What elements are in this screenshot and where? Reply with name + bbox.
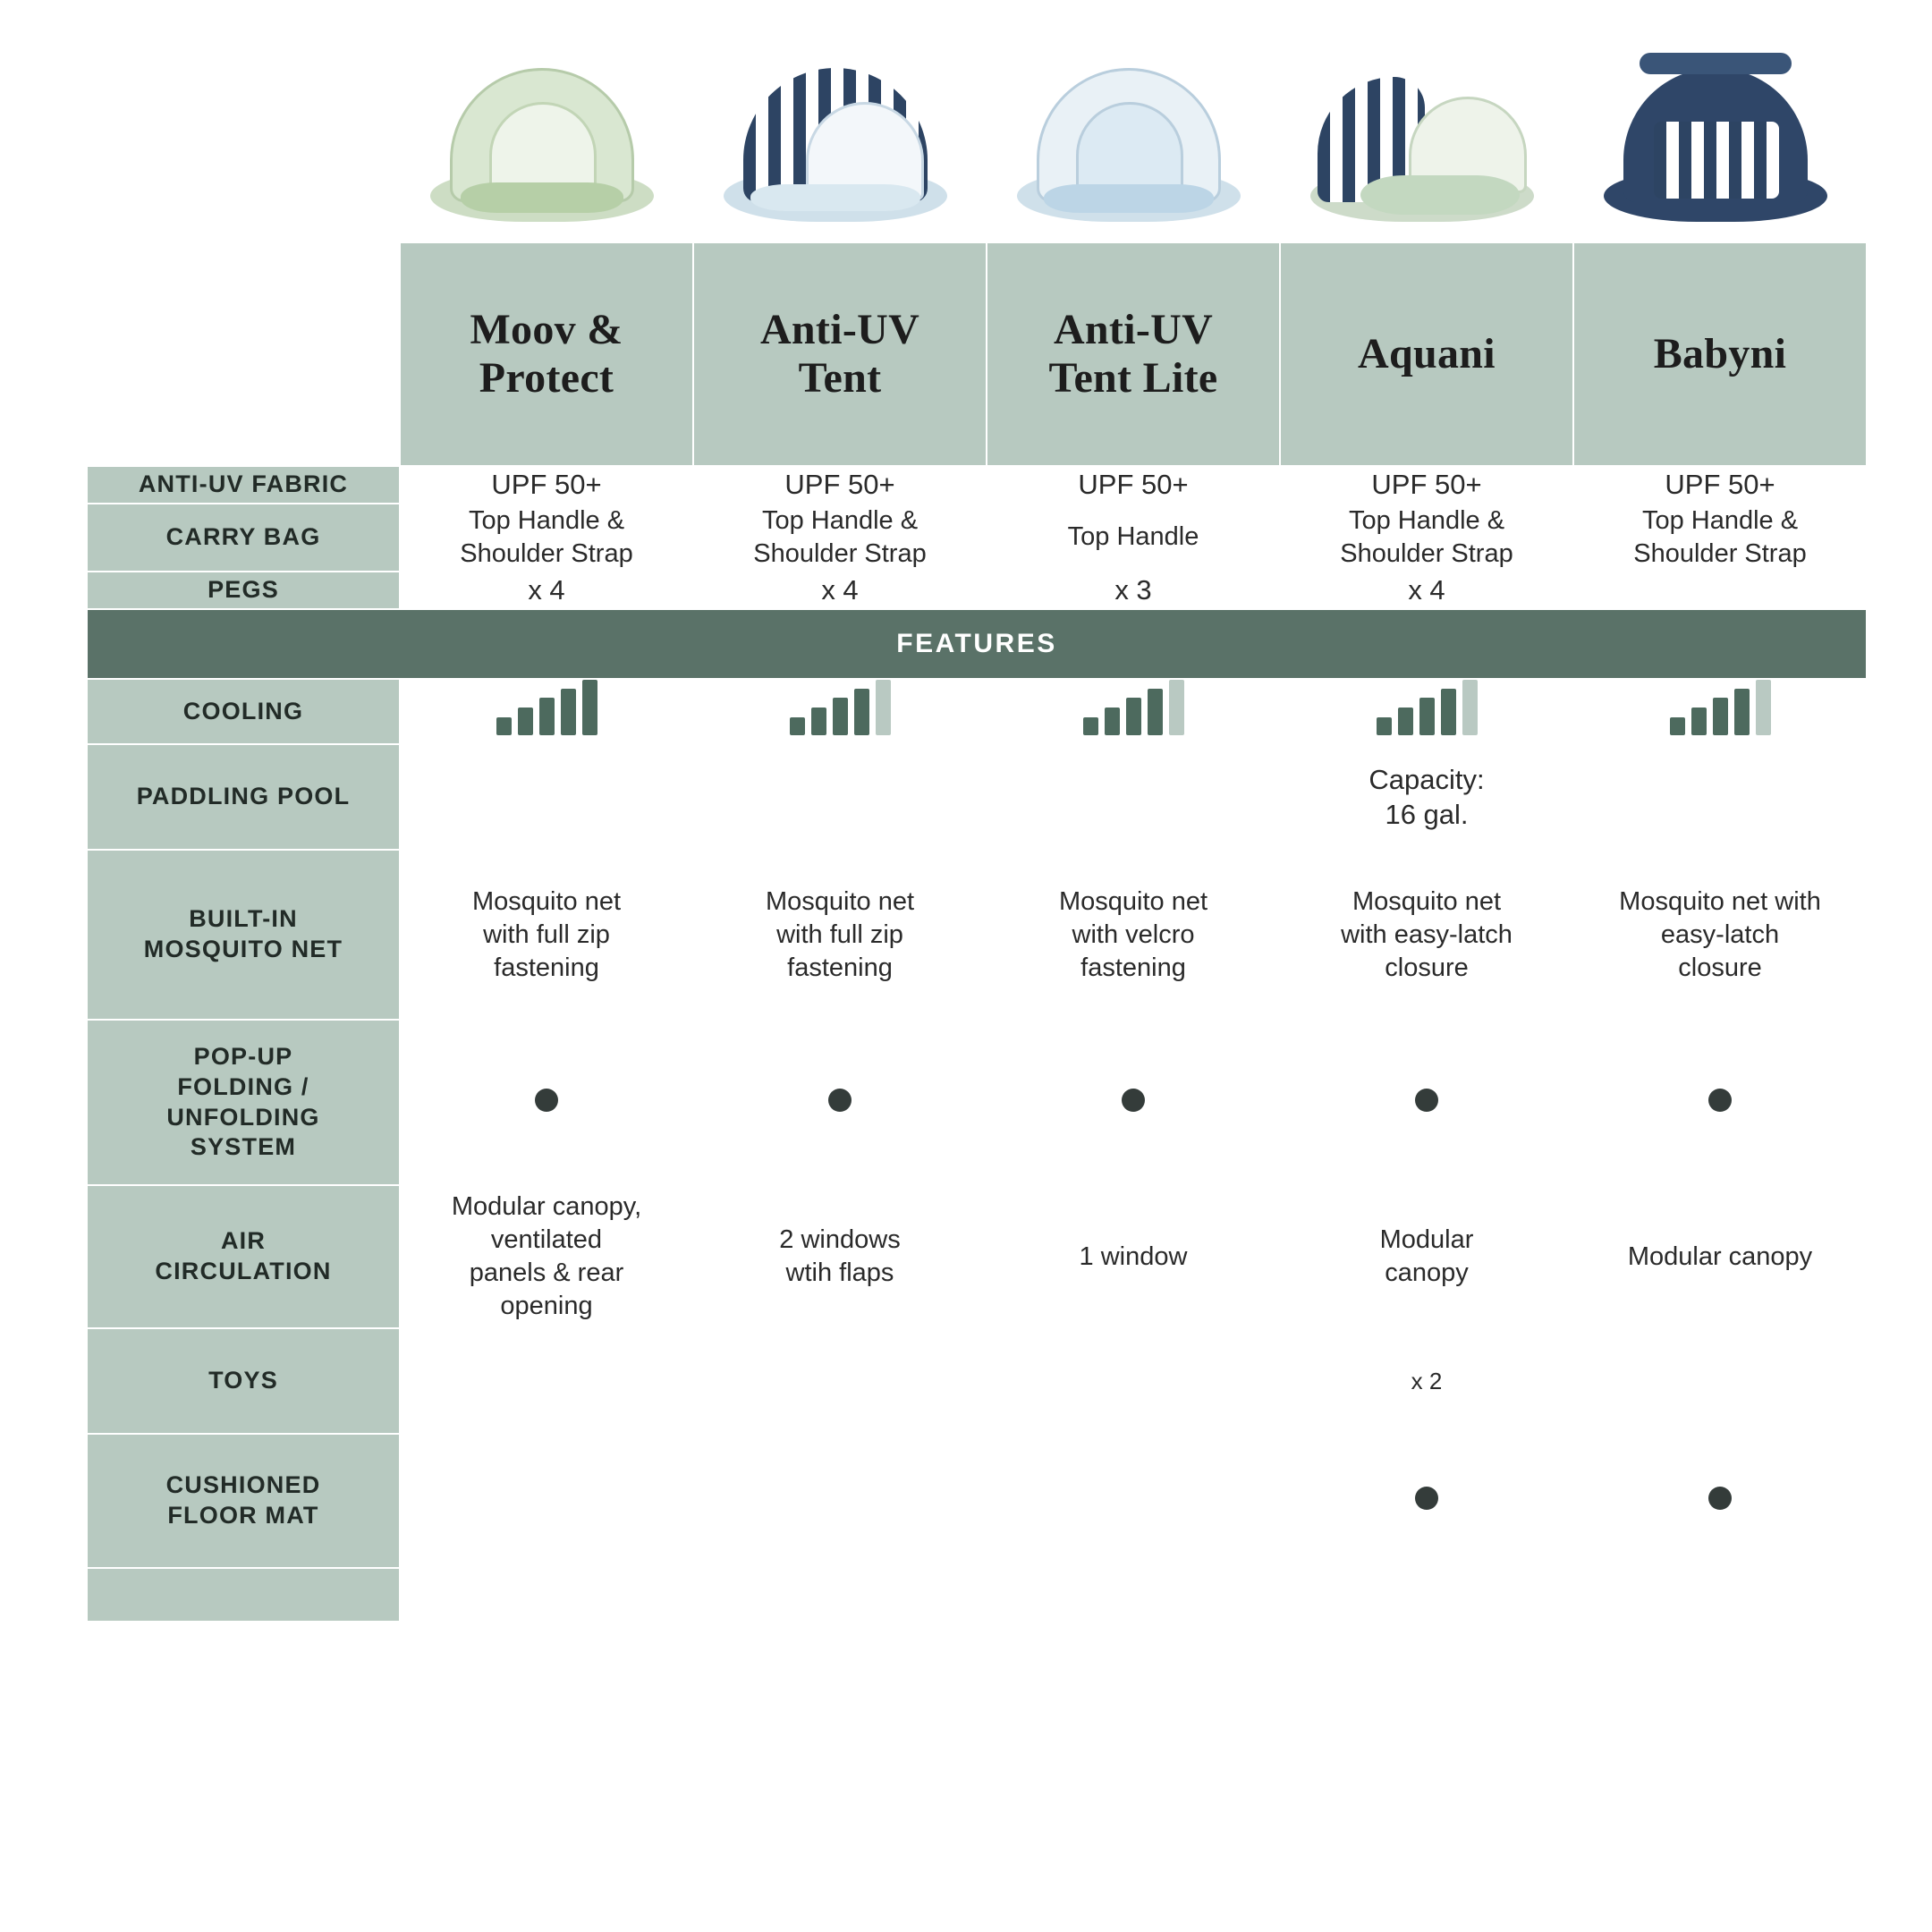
check-dot-icon [535,1089,558,1112]
cell-value: UPF 50+ [987,466,1280,504]
check-dot-icon [1122,1089,1145,1112]
product-name-line1: Babyni [1653,330,1787,378]
table-row-air-circulation [87,1185,1867,1328]
check-dot-icon [1708,1487,1732,1510]
cell-value: x 4 [693,572,987,609]
cell-dot [693,1020,987,1185]
product-name-line2: Protect [479,354,614,402]
cell-value: Top Handle & Shoulder Strap [1573,504,1867,572]
cell-value [1573,1328,1867,1434]
product-name-line2: Tent Lite [1048,354,1218,402]
cell-value [987,744,1280,850]
cell-dot [1573,1434,1867,1568]
table-row-pegs [87,572,1867,609]
table-row-cushioned-floor-mat [87,1434,1867,1568]
row-label: PEGS [87,572,400,609]
cell-empty [987,1434,1280,1568]
row-label: PADDLING POOL [87,744,400,850]
product-image-anti-uv-tent [689,0,982,242]
table-row-paddling-pool [87,744,1867,850]
cell-value: UPF 50+ [1573,466,1867,504]
cell-empty [693,1434,987,1568]
product-header-aquani [1280,242,1573,466]
cell-value: x 4 [400,572,693,609]
product-header-babyni [1573,242,1867,466]
check-dot-icon [1708,1089,1732,1112]
product-image-moov-protect [395,0,689,242]
section-band-features [87,609,1867,679]
check-dot-icon [1415,1487,1438,1510]
cell-value: 1 window [987,1185,1280,1328]
row-label: POP-UP FOLDING / UNFOLDING SYSTEM [87,1020,400,1185]
cell-value: Mosquito net with full zip fastening [693,850,987,1020]
table-row-footer-filler [87,1568,1867,1622]
cell-value: x 4 [1280,572,1573,609]
cooling-meter-icon [1083,680,1184,735]
cell-value: 2 windows wtih flaps [693,1185,987,1328]
comparison-table [86,242,1868,1623]
row-label: COOLING [87,679,400,745]
product-header-anti-uv-tent-lite [987,242,1280,466]
cell-empty [1280,1568,1573,1622]
product-name-line2: Tent [798,354,882,402]
table-row-popup-system [87,1020,1867,1185]
cooling-meter-cell [987,679,1280,745]
cooling-meter-cell [400,679,693,745]
table-row-carry-bag [87,504,1867,572]
cell-value: Mosquito net with easy-latch closure [1280,850,1573,1020]
check-dot-icon [1415,1089,1438,1112]
cell-value: x 2 [1280,1328,1573,1434]
product-name-line1: Anti-UV [1053,306,1214,354]
product-image-anti-uv-tent-lite [982,0,1275,242]
cell-dot [1280,1020,1573,1185]
cell-dot [1280,1434,1573,1568]
cooling-meter-cell [1573,679,1867,745]
cell-value: Capacity: 16 gal. [1280,744,1573,850]
cell-value: Top Handle [987,504,1280,572]
check-dot-icon [828,1089,852,1112]
cell-value [1573,572,1867,609]
cell-value: UPF 50+ [1280,466,1573,504]
row-label: BUILT-IN MOSQUITO NET [87,850,400,1020]
product-header-anti-uv-tent [693,242,987,466]
product-name-line1: Anti-UV [759,306,920,354]
cell-value: Top Handle & Shoulder Strap [1280,504,1573,572]
cell-value [693,744,987,850]
cell-value [400,1328,693,1434]
cell-value: Top Handle & Shoulder Strap [693,504,987,572]
cell-value: Modular canopy, ventilated panels & rear opening [400,1185,693,1328]
cooling-meter-icon [790,680,891,735]
cell-empty [1573,1568,1867,1622]
cell-value: Top Handle & Shoulder Strap [400,504,693,572]
cooling-meter-icon [1670,680,1771,735]
row-label: ANTI-UV FABRIC [87,466,400,504]
cooling-meter-icon [1377,680,1478,735]
row-label: CARRY BAG [87,504,400,572]
cell-value: Modular canopy [1573,1185,1867,1328]
cell-value [987,1328,1280,1434]
cell-value: UPF 50+ [400,466,693,504]
cell-value: Mosquito net with full zip fastening [400,850,693,1020]
cell-value: x 3 [987,572,1280,609]
cell-value: Mosquito net with easy-latch closure [1573,850,1867,1020]
product-header-moov-protect [400,242,693,466]
cell-dot [1573,1020,1867,1185]
section-band-label: FEATURES [87,609,1867,679]
table-row-anti-uv-fabric [87,466,1867,504]
cell-value: Modular canopy [1280,1185,1573,1328]
cell-value [400,744,693,850]
cell-empty [693,1568,987,1622]
cell-value [1573,744,1867,850]
cell-dot [987,1020,1280,1185]
table-row-mosquito-net [87,850,1867,1020]
product-image-row [395,0,1862,242]
product-name-line1: Aquani [1358,330,1496,378]
cooling-meter-cell [1280,679,1573,745]
product-image-aquani [1275,0,1569,242]
cell-value [693,1328,987,1434]
product-image-babyni [1569,0,1862,242]
cell-empty [987,1568,1280,1622]
table-header-row [87,242,1867,466]
cell-dot [400,1020,693,1185]
row-label: TOYS [87,1328,400,1434]
cooling-meter-icon [496,680,597,735]
row-label: AIR CIRCULATION [87,1185,400,1328]
table-row-cooling [87,679,1867,745]
cell-value: UPF 50+ [693,466,987,504]
cooling-meter-cell [693,679,987,745]
product-name-line1: Moov & [470,306,623,354]
header-spacer [87,242,400,466]
table-row-toys [87,1328,1867,1434]
row-label-empty [87,1568,400,1622]
cell-empty [400,1568,693,1622]
cell-empty [400,1434,693,1568]
row-label: CUSHIONED FLOOR MAT [87,1434,400,1568]
cell-value: Mosquito net with velcro fastening [987,850,1280,1020]
